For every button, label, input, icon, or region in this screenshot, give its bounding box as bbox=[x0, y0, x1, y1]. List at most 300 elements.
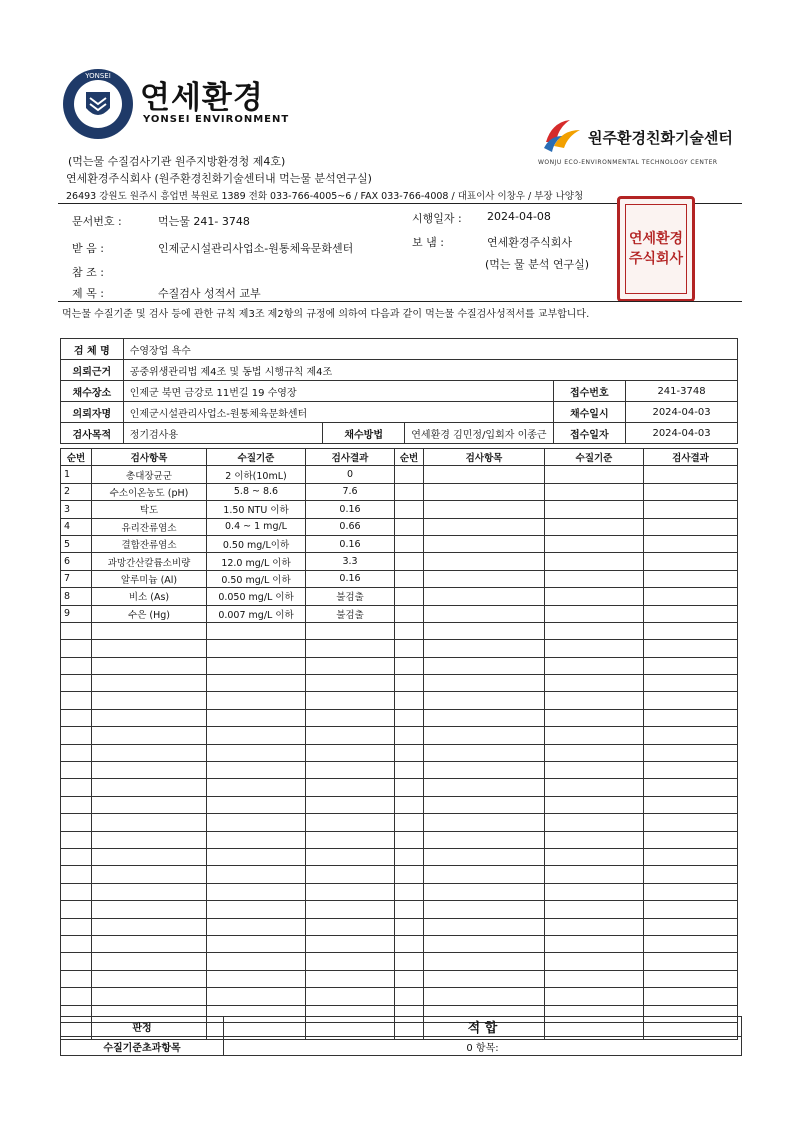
seal-text-row1: 연세환경 bbox=[628, 231, 684, 247]
row-standard: 0.50 mg/L 이하 bbox=[207, 570, 306, 587]
table-row bbox=[61, 796, 738, 813]
row-item bbox=[92, 814, 207, 831]
empty-cell bbox=[545, 570, 644, 587]
empty-cell bbox=[424, 727, 545, 744]
row-no bbox=[61, 744, 92, 761]
row-standard: 12.0 mg/L 이하 bbox=[207, 553, 306, 570]
row-item bbox=[92, 779, 207, 796]
row-result bbox=[306, 796, 395, 813]
row-no: 3 bbox=[61, 501, 92, 518]
row-standard bbox=[207, 622, 306, 639]
table-row bbox=[61, 970, 738, 987]
basis-value: 공중위생관리법 제4조 및 동법 시행규칙 제4조 bbox=[123, 360, 737, 381]
empty-cell bbox=[545, 918, 644, 935]
empty-cell bbox=[644, 762, 738, 779]
empty-cell bbox=[395, 692, 424, 709]
table-row bbox=[61, 779, 738, 796]
row-item: 총대장균군 bbox=[92, 466, 207, 483]
row-item: 유리잔류염소 bbox=[92, 518, 207, 535]
summary-table bbox=[60, 1016, 742, 1056]
empty-cell bbox=[644, 935, 738, 952]
meta-row bbox=[61, 339, 738, 360]
notice-text: 먹는물 수질기준 및 검사 등에 관한 규칙 제3조 제2항의 규정에 의하여 다음과 같이 먹는물 수질검사성적서를 교부합니다. bbox=[62, 309, 590, 320]
meta-table bbox=[60, 338, 738, 444]
row-standard bbox=[207, 988, 306, 1005]
empty-cell bbox=[644, 570, 738, 587]
empty-cell bbox=[395, 709, 424, 726]
table-row bbox=[61, 953, 738, 970]
empty-cell bbox=[644, 483, 738, 500]
row-standard bbox=[207, 727, 306, 744]
sampling-date-label: 채수일시 bbox=[553, 402, 625, 423]
empty-cell bbox=[424, 883, 545, 900]
subject-label: 제 목 : bbox=[72, 287, 104, 300]
col-header: 검사결과 bbox=[644, 449, 738, 466]
empty-cell bbox=[545, 535, 644, 552]
col-header: 검사항목 bbox=[424, 449, 545, 466]
row-result bbox=[306, 727, 395, 744]
empty-cell bbox=[545, 553, 644, 570]
table-row bbox=[61, 518, 738, 535]
empty-cell bbox=[545, 692, 644, 709]
row-no bbox=[61, 935, 92, 952]
table-row bbox=[61, 501, 738, 518]
empty-cell bbox=[644, 657, 738, 674]
row-no bbox=[61, 970, 92, 987]
row-result: 3.3 bbox=[306, 553, 395, 570]
sample-name-value: 수영장업 욕수 bbox=[123, 339, 737, 360]
empty-cell bbox=[395, 796, 424, 813]
judgement-label: 판정 bbox=[61, 1017, 224, 1037]
empty-cell bbox=[644, 918, 738, 935]
row-item bbox=[92, 692, 207, 709]
sampling-date-value: 2024-04-03 bbox=[626, 402, 738, 423]
table-row bbox=[61, 901, 738, 918]
row-item bbox=[92, 848, 207, 865]
summary-row bbox=[61, 1017, 742, 1037]
empty-cell bbox=[545, 675, 644, 692]
row-no: 9 bbox=[61, 605, 92, 622]
empty-cell bbox=[424, 622, 545, 639]
table-row bbox=[61, 814, 738, 831]
table-row bbox=[61, 622, 738, 639]
empty-cell bbox=[424, 692, 545, 709]
row-no bbox=[61, 988, 92, 1005]
row-no bbox=[61, 796, 92, 813]
row-item bbox=[92, 918, 207, 935]
empty-cell bbox=[395, 866, 424, 883]
row-no bbox=[61, 762, 92, 779]
table-row bbox=[61, 692, 738, 709]
row-standard bbox=[207, 692, 306, 709]
empty-cell bbox=[545, 883, 644, 900]
row-result bbox=[306, 709, 395, 726]
empty-cell bbox=[644, 501, 738, 518]
empty-cell bbox=[644, 848, 738, 865]
empty-cell bbox=[545, 901, 644, 918]
empty-cell bbox=[424, 814, 545, 831]
exceed-label: 수질기준초과항목 bbox=[61, 1037, 224, 1056]
row-item bbox=[92, 640, 207, 657]
row-item bbox=[92, 970, 207, 987]
empty-cell bbox=[395, 588, 424, 605]
empty-cell bbox=[395, 901, 424, 918]
row-standard: 2 이하(10mL) bbox=[207, 466, 306, 483]
empty-cell bbox=[644, 640, 738, 657]
empty-cell bbox=[424, 675, 545, 692]
results-header-row bbox=[61, 449, 738, 466]
row-no bbox=[61, 727, 92, 744]
empty-cell bbox=[545, 831, 644, 848]
empty-cell bbox=[424, 848, 545, 865]
empty-cell bbox=[545, 762, 644, 779]
table-row bbox=[61, 744, 738, 761]
receipt-no-value: 241-3748 bbox=[626, 381, 738, 402]
row-no: 8 bbox=[61, 588, 92, 605]
table-row bbox=[61, 535, 738, 552]
empty-cell bbox=[395, 970, 424, 987]
empty-cell bbox=[545, 970, 644, 987]
empty-cell bbox=[644, 588, 738, 605]
empty-cell bbox=[545, 727, 644, 744]
row-result bbox=[306, 640, 395, 657]
row-item bbox=[92, 622, 207, 639]
row-no bbox=[61, 675, 92, 692]
row-standard bbox=[207, 709, 306, 726]
empty-cell bbox=[545, 866, 644, 883]
purpose-label: 검사목적 bbox=[61, 423, 124, 444]
empty-cell bbox=[644, 744, 738, 761]
empty-cell bbox=[395, 918, 424, 935]
row-result: 0.16 bbox=[306, 501, 395, 518]
row-standard bbox=[207, 744, 306, 761]
row-result: 0.16 bbox=[306, 570, 395, 587]
sender-label: 보 냄 : bbox=[412, 236, 444, 249]
row-no bbox=[61, 622, 92, 639]
empty-cell bbox=[395, 501, 424, 518]
empty-cell bbox=[545, 935, 644, 952]
row-result: 7.6 bbox=[306, 483, 395, 500]
empty-cell bbox=[644, 866, 738, 883]
row-item bbox=[92, 831, 207, 848]
sender-sub: (먹는 물 분석 연구실) bbox=[485, 258, 590, 271]
place-value: 인제군 북면 금강로 11번길 19 수영장 bbox=[123, 381, 553, 402]
empty-cell bbox=[545, 988, 644, 1005]
client-value: 인제군시설관리사업소-원통체육문화센터 bbox=[123, 402, 553, 423]
empty-cell bbox=[545, 814, 644, 831]
empty-cell bbox=[395, 657, 424, 674]
table-row bbox=[61, 709, 738, 726]
brand-name-ko: 연세환경 bbox=[140, 80, 264, 116]
table-row bbox=[61, 588, 738, 605]
row-standard bbox=[207, 640, 306, 657]
row-result bbox=[306, 901, 395, 918]
row-no: 6 bbox=[61, 553, 92, 570]
row-item bbox=[92, 762, 207, 779]
row-result bbox=[306, 692, 395, 709]
basis-label: 의뢰근거 bbox=[61, 360, 124, 381]
row-item bbox=[92, 866, 207, 883]
table-row bbox=[61, 848, 738, 865]
meta-row bbox=[61, 381, 738, 402]
row-item bbox=[92, 883, 207, 900]
empty-cell bbox=[395, 483, 424, 500]
row-result: 0.16 bbox=[306, 535, 395, 552]
empty-cell bbox=[424, 501, 545, 518]
row-result bbox=[306, 831, 395, 848]
results-table bbox=[60, 448, 738, 1040]
empty-cell bbox=[395, 535, 424, 552]
empty-cell bbox=[545, 483, 644, 500]
empty-cell bbox=[395, 675, 424, 692]
judgement-value: 적 합 bbox=[224, 1017, 742, 1037]
empty-cell bbox=[644, 796, 738, 813]
row-item bbox=[92, 796, 207, 813]
row-item bbox=[92, 953, 207, 970]
row-result bbox=[306, 622, 395, 639]
row-item bbox=[92, 744, 207, 761]
row-item bbox=[92, 727, 207, 744]
agency-registration: (먹는물 수질검사기관 원주지방환경청 제4호) bbox=[68, 155, 286, 168]
summary-row bbox=[61, 1037, 742, 1056]
row-result bbox=[306, 744, 395, 761]
row-no bbox=[61, 848, 92, 865]
row-result bbox=[306, 883, 395, 900]
empty-cell bbox=[395, 935, 424, 952]
table-row bbox=[61, 935, 738, 952]
company-address-line: 26493 강원도 원주시 흥업면 북원로 1389 전화 033-766-4005~6 / FAX 033-766-4008 / 대표이사 이창우 / 부장 나양청 bbox=[66, 191, 584, 202]
empty-cell bbox=[395, 727, 424, 744]
empty-cell bbox=[395, 848, 424, 865]
empty-cell bbox=[424, 918, 545, 935]
row-no: 2 bbox=[61, 483, 92, 500]
empty-cell bbox=[424, 796, 545, 813]
client-label: 의뢰자명 bbox=[61, 402, 124, 423]
empty-cell bbox=[644, 466, 738, 483]
empty-cell bbox=[424, 744, 545, 761]
col-header: 순번 bbox=[61, 449, 92, 466]
empty-cell bbox=[395, 570, 424, 587]
empty-cell bbox=[545, 622, 644, 639]
empty-cell bbox=[644, 692, 738, 709]
row-result bbox=[306, 953, 395, 970]
row-result bbox=[306, 762, 395, 779]
empty-cell bbox=[395, 466, 424, 483]
table-row bbox=[61, 570, 738, 587]
empty-cell bbox=[545, 709, 644, 726]
empty-cell bbox=[424, 779, 545, 796]
empty-cell bbox=[644, 988, 738, 1005]
row-no bbox=[61, 901, 92, 918]
row-standard bbox=[207, 970, 306, 987]
empty-cell bbox=[545, 848, 644, 865]
sender-value: 연세환경주식회사 bbox=[487, 236, 573, 249]
row-result bbox=[306, 779, 395, 796]
row-standard: 0.050 mg/L 이하 bbox=[207, 588, 306, 605]
row-standard: 0.50 mg/L이하 bbox=[207, 535, 306, 552]
empty-cell bbox=[424, 588, 545, 605]
purpose-value: 정기검사용 bbox=[123, 423, 322, 444]
table-row bbox=[61, 605, 738, 622]
receipt-no-label: 접수번호 bbox=[553, 381, 625, 402]
row-result bbox=[306, 848, 395, 865]
receiver-value: 인제군시설관리사업소-원통체육문화센터 bbox=[158, 242, 354, 255]
tech-center-name-en: WONJU ECO-ENVIRONMENTAL TECHNOLOGY CENTER bbox=[538, 159, 718, 166]
issue-date-value: 2024-04-08 bbox=[487, 210, 551, 223]
row-standard: 1.50 NTU 이하 bbox=[207, 501, 306, 518]
col-header: 수질기준 bbox=[207, 449, 306, 466]
empty-cell bbox=[395, 605, 424, 622]
company-name-line: 연세환경주식회사 (원주환경친화기술센터내 먹는물 분석연구실) bbox=[66, 172, 372, 185]
row-result: 0 bbox=[306, 466, 395, 483]
row-standard bbox=[207, 866, 306, 883]
row-no bbox=[61, 831, 92, 848]
table-row bbox=[61, 918, 738, 935]
doc-no-value: 먹는물 241- 3748 bbox=[158, 215, 250, 228]
results-body bbox=[61, 466, 738, 1040]
table-row bbox=[61, 866, 738, 883]
empty-cell bbox=[395, 953, 424, 970]
empty-cell bbox=[424, 535, 545, 552]
empty-cell bbox=[545, 779, 644, 796]
ref-label: 참 조 : bbox=[72, 266, 104, 279]
col-header: 수질기준 bbox=[545, 449, 644, 466]
row-result: 불검출 bbox=[306, 588, 395, 605]
receiver-label: 받 음 : bbox=[72, 242, 104, 255]
empty-cell bbox=[545, 953, 644, 970]
subject-value: 수질검사 성적서 교부 bbox=[158, 287, 261, 300]
table-row bbox=[61, 727, 738, 744]
empty-cell bbox=[644, 814, 738, 831]
tech-center-name-ko: 원주환경친화기술센터 bbox=[588, 129, 733, 147]
empty-cell bbox=[424, 762, 545, 779]
empty-cell bbox=[395, 814, 424, 831]
svg-text:YONSEI: YONSEI bbox=[85, 72, 111, 80]
table-row bbox=[61, 675, 738, 692]
empty-cell bbox=[395, 883, 424, 900]
table-row bbox=[61, 657, 738, 674]
empty-cell bbox=[545, 518, 644, 535]
empty-cell bbox=[395, 988, 424, 1005]
empty-cell bbox=[644, 535, 738, 552]
row-no: 4 bbox=[61, 518, 92, 535]
empty-cell bbox=[545, 640, 644, 657]
receipt-date-label: 접수일자 bbox=[553, 423, 625, 444]
row-standard: 0.4 ~ 1 mg/L bbox=[207, 518, 306, 535]
empty-cell bbox=[395, 553, 424, 570]
empty-cell bbox=[545, 796, 644, 813]
empty-cell bbox=[545, 501, 644, 518]
tech-center-logo-icon bbox=[540, 112, 582, 154]
empty-cell bbox=[644, 779, 738, 796]
company-seal bbox=[617, 196, 695, 302]
row-standard bbox=[207, 675, 306, 692]
row-item bbox=[92, 675, 207, 692]
table-row bbox=[61, 553, 738, 570]
row-no: 5 bbox=[61, 535, 92, 552]
row-result bbox=[306, 935, 395, 952]
row-item: 탁도 bbox=[92, 501, 207, 518]
row-no bbox=[61, 918, 92, 935]
place-label: 채수장소 bbox=[61, 381, 124, 402]
row-standard bbox=[207, 953, 306, 970]
row-no bbox=[61, 883, 92, 900]
col-header: 순번 bbox=[395, 449, 424, 466]
issue-date-label: 시행일자 : bbox=[412, 212, 462, 225]
empty-cell bbox=[545, 466, 644, 483]
row-no bbox=[61, 953, 92, 970]
row-no bbox=[61, 866, 92, 883]
col-header: 검사항목 bbox=[92, 449, 207, 466]
empty-cell bbox=[644, 605, 738, 622]
empty-cell bbox=[424, 901, 545, 918]
meta-row bbox=[61, 402, 738, 423]
row-standard bbox=[207, 762, 306, 779]
row-result bbox=[306, 814, 395, 831]
exceed-value: 0 항목: bbox=[224, 1037, 742, 1056]
empty-cell bbox=[424, 988, 545, 1005]
row-item: 수소이온농도 (pH) bbox=[92, 483, 207, 500]
row-standard bbox=[207, 901, 306, 918]
empty-cell bbox=[424, 709, 545, 726]
doc-no-label: 문서번호 : bbox=[72, 215, 122, 228]
empty-cell bbox=[395, 831, 424, 848]
meta-row bbox=[61, 360, 738, 381]
row-standard bbox=[207, 883, 306, 900]
empty-cell bbox=[424, 866, 545, 883]
empty-cell bbox=[424, 831, 545, 848]
empty-cell bbox=[545, 605, 644, 622]
empty-cell bbox=[395, 762, 424, 779]
empty-cell bbox=[424, 935, 545, 952]
empty-cell bbox=[424, 605, 545, 622]
row-standard bbox=[207, 831, 306, 848]
table-row bbox=[61, 466, 738, 483]
empty-cell bbox=[395, 779, 424, 796]
empty-cell bbox=[644, 901, 738, 918]
empty-cell bbox=[644, 831, 738, 848]
empty-cell bbox=[424, 570, 545, 587]
row-standard bbox=[207, 657, 306, 674]
empty-cell bbox=[424, 466, 545, 483]
yonsei-university-emblem-icon bbox=[62, 68, 134, 140]
empty-cell bbox=[395, 744, 424, 761]
empty-cell bbox=[644, 675, 738, 692]
empty-cell bbox=[424, 518, 545, 535]
row-no bbox=[61, 640, 92, 657]
method-label: 채수방법 bbox=[323, 423, 405, 444]
empty-cell bbox=[644, 709, 738, 726]
row-no: 1 bbox=[61, 466, 92, 483]
row-standard bbox=[207, 848, 306, 865]
row-item bbox=[92, 935, 207, 952]
row-item: 알루미늄 (Al) bbox=[92, 570, 207, 587]
row-item: 비소 (As) bbox=[92, 588, 207, 605]
empty-cell bbox=[424, 553, 545, 570]
row-result bbox=[306, 988, 395, 1005]
row-result bbox=[306, 657, 395, 674]
empty-cell bbox=[545, 657, 644, 674]
row-standard bbox=[207, 918, 306, 935]
receipt-date-value: 2024-04-03 bbox=[626, 423, 738, 444]
row-no bbox=[61, 657, 92, 674]
table-row bbox=[61, 883, 738, 900]
row-result bbox=[306, 918, 395, 935]
row-result bbox=[306, 675, 395, 692]
meta-row bbox=[61, 423, 738, 444]
row-item bbox=[92, 657, 207, 674]
table-row bbox=[61, 640, 738, 657]
